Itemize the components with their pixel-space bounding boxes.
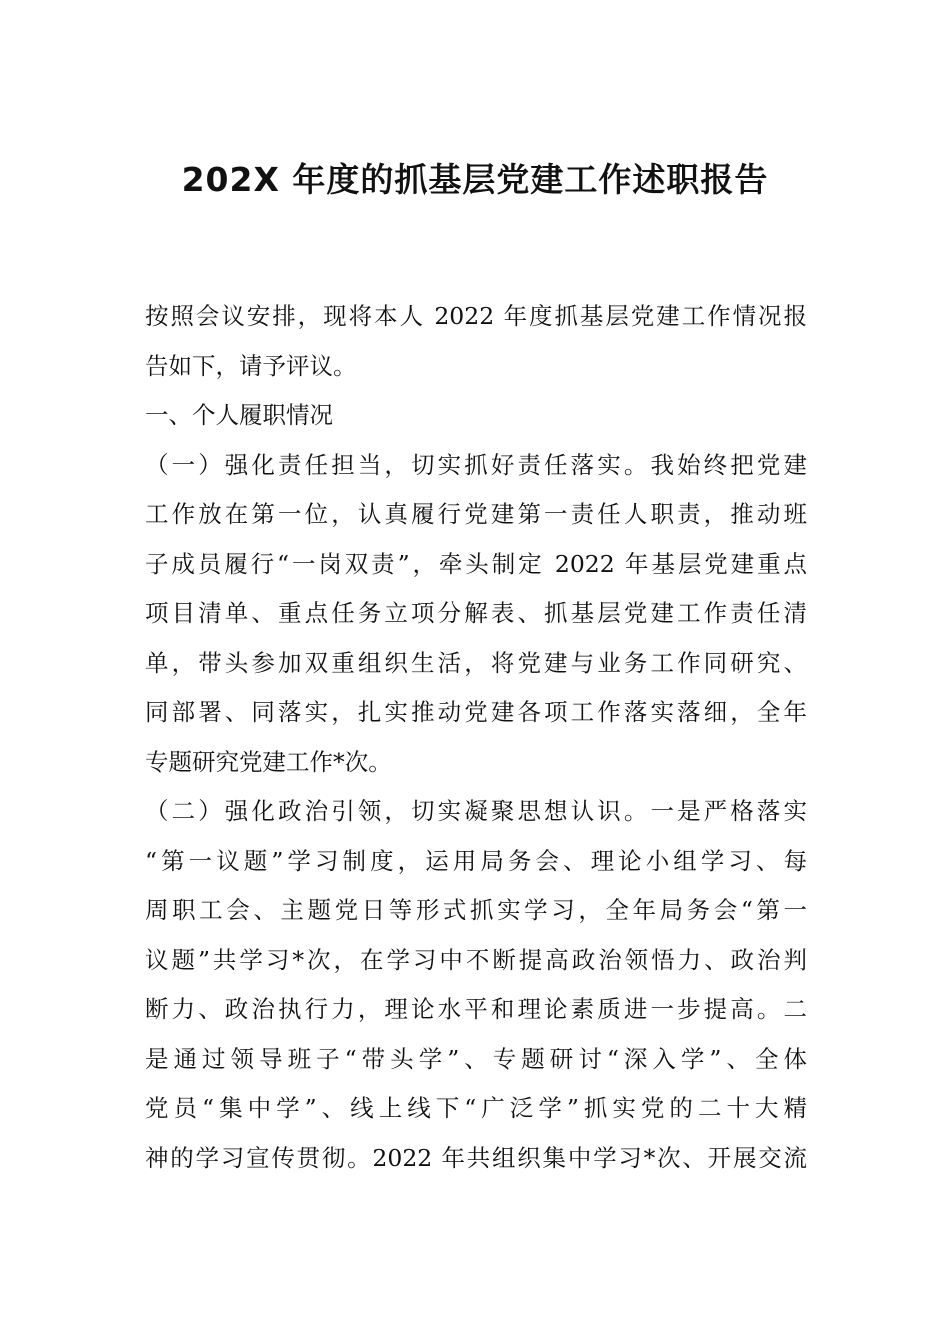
paragraph-line: 单，带头参加双重组织生活，将党建与业务工作同研究、	[145, 648, 807, 677]
paragraph-line: 告如下，请予评议。	[145, 351, 357, 380]
document-title: 202X 年度的抓基层党建工作述职报告	[181, 160, 769, 199]
document-body	[145, 292, 807, 1183]
paragraph-line: “第一议题”学习制度，运用局务会、理论小组学习、每	[145, 846, 807, 875]
paragraph-line: 按照会议安排，现将本人 2022 年度抓基层党建工作情况报	[145, 302, 807, 330]
paragraph-line: 项目清单、重点任务立项分解表、抓基层党建工作责任清	[145, 599, 807, 627]
paragraph-line: 专题研究党建工作*次。	[145, 747, 392, 776]
paragraph-line: 子成员履行“一岗双责”，牵头制定 2022 年基层党建重点	[145, 549, 807, 578]
paragraph-line: 议题”共学习*次，在学习中不断提高政治领悟力、政治判	[145, 945, 807, 974]
paragraph-line: 党员“集中学”、线上线下“广泛学”抓实党的二十大精	[145, 1094, 807, 1122]
section-heading: 一、个人履职情况	[145, 401, 333, 429]
paragraph-line: 是通过领导班子“带头学”、专题研讨“深入学”、全体	[145, 1044, 807, 1073]
paragraph-line: 同部署、同落实，扎实推动党建各项工作落实落细，全年	[145, 698, 807, 726]
paragraph-line: 周职工会、主题党日等形式抓实学习，全年局务会“第一	[145, 896, 807, 924]
paragraph-line: 断力、政治执行力，理论水平和理论素质进一步提高。二	[145, 995, 807, 1023]
paragraph-line: 工作放在第一位，认真履行党建第一责任人职责，推动班	[145, 500, 807, 528]
paragraph-line: （一）强化责任担当，切实抓好责任落实。我始终把党建	[145, 450, 807, 479]
paragraph-line: 神的学习宣传贯彻。2022 年共组织集中学习*次、开展交流	[145, 1143, 807, 1172]
paragraph-line: （二）强化政治引领，切实凝聚思想认识。一是严格落实	[145, 797, 807, 825]
